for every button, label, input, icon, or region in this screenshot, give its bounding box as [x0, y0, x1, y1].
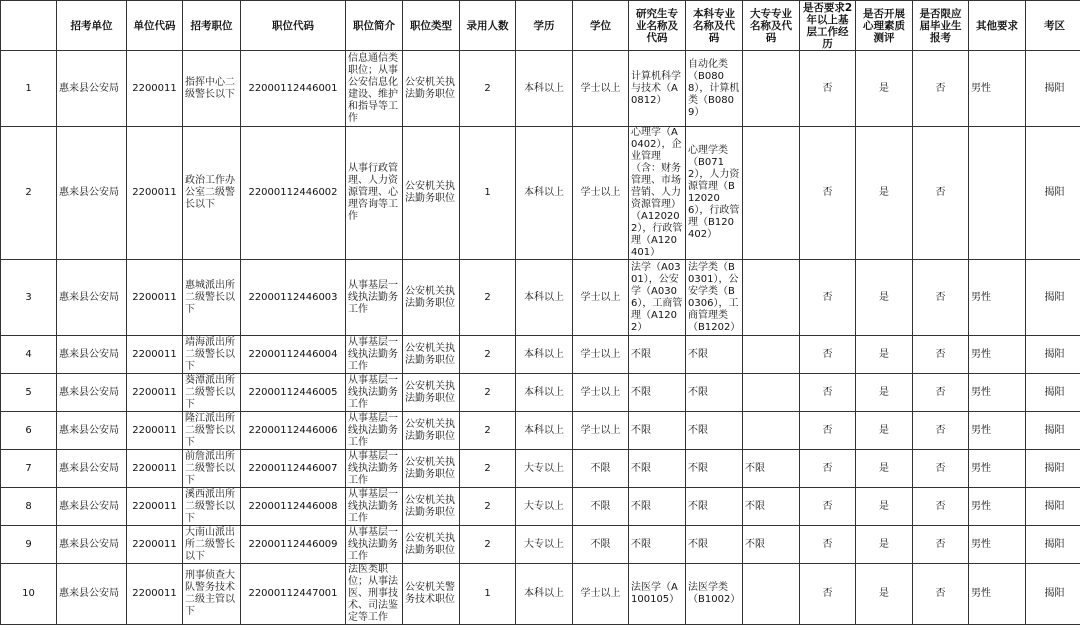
education-cell: 本科以上 [516, 564, 573, 625]
position-intro-cell: 法医类职位；从事法医、刑事技术、司法鉴定等工作 [346, 564, 403, 625]
position-type-cell: 公安机关执法勤务职位 [403, 450, 460, 488]
undergraduate-major-header: 本科专业名称及代码 [686, 1, 743, 51]
hire-count-cell: 2 [460, 336, 516, 374]
hire-count-cell: 2 [460, 526, 516, 564]
undergraduate-major-cell: 自动化类（B0808），计算机类（B0809） [686, 51, 743, 127]
position-name-cell: 前詹派出所二级警长以下 [183, 450, 241, 488]
exam-area-cell: 揭阳 [1026, 564, 1080, 625]
position-name-cell: 葵潭派出所二级警长以下 [183, 374, 241, 412]
exam-area-cell: 揭阳 [1026, 260, 1080, 336]
psych-test-cell: 是 [856, 260, 913, 336]
position-type-cell: 公安机关执法勤务职位 [403, 374, 460, 412]
psych-test-cell: 是 [856, 374, 913, 412]
unit-name-cell: 惠来县公安局 [57, 374, 127, 412]
grassroots-experience-cell: 否 [800, 450, 856, 488]
fresh-grad-only-cell: 否 [913, 374, 969, 412]
other-requirements-cell: 男性 [969, 374, 1026, 412]
degree-cell: 学士以上 [573, 374, 629, 412]
graduate-major-header: 研究生专业名称及代码 [629, 1, 686, 51]
unit-code-header: 单位代码 [127, 1, 183, 51]
undergraduate-major-cell: 不限 [686, 374, 743, 412]
unit-name-cell: 惠来县公安局 [57, 412, 127, 450]
unit-name-cell: 惠来县公安局 [57, 450, 127, 488]
unit-code-cell: 2200011 [127, 450, 183, 488]
other-requirements-cell: 男性 [969, 412, 1026, 450]
position-name-cell: 刑事侦查大队警务技术二级主管以下 [183, 564, 241, 625]
position-name-cell: 政治工作办公室二级警长以下 [183, 127, 241, 260]
position-intro-cell: 从事基层一线执法勤务工作 [346, 412, 403, 450]
hire-count-cell: 2 [460, 51, 516, 127]
unit-code-cell: 2200011 [127, 51, 183, 127]
position-intro-cell: 从事基层一线执法勤务工作 [346, 450, 403, 488]
graduate-major-cell: 不限 [629, 336, 686, 374]
fresh-grad-only-cell: 否 [913, 127, 969, 260]
position-code-cell: 22000112446008 [241, 488, 346, 526]
position-code-cell: 22000112446003 [241, 260, 346, 336]
education-cell: 本科以上 [516, 51, 573, 127]
graduate-major-cell: 不限 [629, 374, 686, 412]
position-intro-cell: 从事基层一线执法勤务工作 [346, 374, 403, 412]
row-number-cell: 2 [1, 127, 57, 260]
education-cell: 大专以上 [516, 488, 573, 526]
unit-name-cell: 惠来县公安局 [57, 336, 127, 374]
hire-count-cell: 2 [460, 488, 516, 526]
position-type-cell: 公安机关执法勤务职位 [403, 336, 460, 374]
position-code-cell: 22000112446009 [241, 526, 346, 564]
undergraduate-major-cell: 心理学类（B0712），人力资源管理（B120206），行政管理（B120402） [686, 127, 743, 260]
position-code-cell: 22000112446007 [241, 450, 346, 488]
table-row [1, 450, 1080, 488]
degree-cell: 不限 [573, 526, 629, 564]
unit-code-cell: 2200011 [127, 488, 183, 526]
position-intro-cell: 从事行政管理、人力资源管理、心理咨询等工作 [346, 127, 403, 260]
psych-test-cell: 是 [856, 412, 913, 450]
position-name-cell: 溪西派出所二级警长以下 [183, 488, 241, 526]
other-requirements-cell: 男性 [969, 51, 1026, 127]
education-cell: 本科以上 [516, 127, 573, 260]
table-row [1, 374, 1080, 412]
grassroots-experience-cell: 否 [800, 412, 856, 450]
position-type-cell: 公安机关执法勤务职位 [403, 526, 460, 564]
exam-area-cell: 揭阳 [1026, 412, 1080, 450]
education-cell: 大专以上 [516, 450, 573, 488]
exam-area-cell: 揭阳 [1026, 51, 1080, 127]
position-name-cell: 靖海派出所二级警长以下 [183, 336, 241, 374]
other-requirements-header: 其他要求 [969, 1, 1026, 51]
unit-code-cell: 2200011 [127, 412, 183, 450]
college-major-cell [743, 412, 800, 450]
row-number-cell: 7 [1, 450, 57, 488]
grassroots-experience-header: 是否要求2年以上基层工作经历 [800, 1, 856, 51]
position-type-cell: 公安机关执法勤务职位 [403, 260, 460, 336]
table-body [1, 51, 1080, 625]
unit-code-cell: 2200011 [127, 260, 183, 336]
row-number-cell: 5 [1, 374, 57, 412]
college-major-cell [743, 564, 800, 625]
table-row [1, 564, 1080, 625]
undergraduate-major-cell: 法学类（B0301），公安学类（B0306），工商管理类（B1202） [686, 260, 743, 336]
grassroots-experience-cell: 否 [800, 260, 856, 336]
psych-test-cell: 是 [856, 564, 913, 625]
table-row [1, 127, 1080, 260]
degree-cell: 不限 [573, 450, 629, 488]
position-code-cell: 22000112446002 [241, 127, 346, 260]
grassroots-experience-cell: 否 [800, 51, 856, 127]
education-cell: 本科以上 [516, 412, 573, 450]
other-requirements-cell: 男性 [969, 564, 1026, 625]
graduate-major-cell: 计算机科学与技术（A0812） [629, 51, 686, 127]
row-number-cell: 10 [1, 564, 57, 625]
college-major-cell [743, 260, 800, 336]
grassroots-experience-cell: 否 [800, 127, 856, 260]
exam-area-cell: 揭阳 [1026, 450, 1080, 488]
graduate-major-cell: 心理学（A0402），企业管理（含：财务管理、市场营销、人力资源管理）（A120202），行政管理（A120401） [629, 127, 686, 260]
position-type-header: 职位类型 [403, 1, 460, 51]
hire-count-header: 录用人数 [460, 1, 516, 51]
row-number-header [1, 1, 57, 51]
degree-cell: 学士以上 [573, 412, 629, 450]
position-name-cell: 惠城派出所二级警长以下 [183, 260, 241, 336]
position-intro-cell: 信息通信类职位；从事公安信息化建设、维护和指导等工作 [346, 51, 403, 127]
position-type-cell: 公安机关执法勤务职位 [403, 412, 460, 450]
header-row [1, 1, 1080, 51]
table-row [1, 412, 1080, 450]
undergraduate-major-cell: 不限 [686, 526, 743, 564]
table-row [1, 488, 1080, 526]
position-type-cell: 公安机关执法勤务职位 [403, 51, 460, 127]
unit-code-cell: 2200011 [127, 526, 183, 564]
table-row [1, 526, 1080, 564]
education-cell: 本科以上 [516, 260, 573, 336]
position-header: 招考职位 [183, 1, 241, 51]
unit-name-cell: 惠来县公安局 [57, 526, 127, 564]
exam-area-header: 考区 [1026, 1, 1080, 51]
unit-code-cell: 2200011 [127, 564, 183, 625]
hire-count-cell: 2 [460, 450, 516, 488]
college-major-cell [743, 374, 800, 412]
other-requirements-cell: 男性 [969, 488, 1026, 526]
position-type-cell: 公安机关执法勤务职位 [403, 127, 460, 260]
exam-area-cell: 揭阳 [1026, 336, 1080, 374]
degree-header: 学位 [573, 1, 629, 51]
row-number-cell: 4 [1, 336, 57, 374]
psych-test-cell: 是 [856, 526, 913, 564]
hire-count-cell: 2 [460, 412, 516, 450]
graduate-major-cell: 不限 [629, 450, 686, 488]
psych-test-cell: 是 [856, 336, 913, 374]
position-name-cell: 隆江派出所二级警长以下 [183, 412, 241, 450]
education-cell: 大专以上 [516, 526, 573, 564]
position-name-cell: 大南山派出所二级警长以下 [183, 526, 241, 564]
position-code-cell: 22000112446004 [241, 336, 346, 374]
education-header: 学历 [516, 1, 573, 51]
unit-code-cell: 2200011 [127, 127, 183, 260]
other-requirements-cell [969, 127, 1026, 260]
other-requirements-cell: 男性 [969, 450, 1026, 488]
grassroots-experience-cell: 否 [800, 374, 856, 412]
education-cell: 本科以上 [516, 374, 573, 412]
fresh-grad-only-header: 是否限应届毕业生报考 [913, 1, 969, 51]
other-requirements-cell: 男性 [969, 260, 1026, 336]
college-major-cell [743, 127, 800, 260]
hire-count-cell: 2 [460, 260, 516, 336]
education-cell: 本科以上 [516, 336, 573, 374]
other-requirements-cell: 男性 [969, 526, 1026, 564]
degree-cell: 不限 [573, 488, 629, 526]
exam-area-cell: 揭阳 [1026, 526, 1080, 564]
grassroots-experience-cell: 否 [800, 526, 856, 564]
exam-area-cell: 揭阳 [1026, 127, 1080, 260]
unit-code-cell: 2200011 [127, 374, 183, 412]
grassroots-experience-cell: 否 [800, 336, 856, 374]
graduate-major-cell: 不限 [629, 488, 686, 526]
position-code-cell: 22000112446001 [241, 51, 346, 127]
table-row [1, 51, 1080, 127]
position-intro-cell: 从事基层一线执法勤务工作 [346, 336, 403, 374]
exam-area-cell: 揭阳 [1026, 374, 1080, 412]
unit-name-cell: 惠来县公安局 [57, 564, 127, 625]
college-major-cell [743, 336, 800, 374]
psych-test-cell: 是 [856, 488, 913, 526]
row-number-cell: 9 [1, 526, 57, 564]
position-intro-cell: 从事基层一线执法勤务工作 [346, 488, 403, 526]
psych-test-cell: 是 [856, 450, 913, 488]
other-requirements-cell: 男性 [969, 336, 1026, 374]
row-number-cell: 3 [1, 260, 57, 336]
position-code-cell: 22000112447001 [241, 564, 346, 625]
graduate-major-cell: 不限 [629, 526, 686, 564]
position-code-cell: 22000112446006 [241, 412, 346, 450]
degree-cell: 学士以上 [573, 260, 629, 336]
college-major-header: 大专专业名称及代码 [743, 1, 800, 51]
position-intro-header: 职位简介 [346, 1, 403, 51]
row-number-cell: 1 [1, 51, 57, 127]
degree-cell: 学士以上 [573, 127, 629, 260]
fresh-grad-only-cell: 否 [913, 51, 969, 127]
unit-header: 招考单位 [57, 1, 127, 51]
fresh-grad-only-cell: 否 [913, 336, 969, 374]
college-major-cell: 不限 [743, 488, 800, 526]
undergraduate-major-cell: 不限 [686, 336, 743, 374]
fresh-grad-only-cell: 否 [913, 564, 969, 625]
table-row [1, 336, 1080, 374]
hire-count-cell: 1 [460, 564, 516, 625]
position-code-header: 职位代码 [241, 1, 346, 51]
college-major-cell [743, 51, 800, 127]
undergraduate-major-cell: 不限 [686, 450, 743, 488]
unit-name-cell: 惠来县公安局 [57, 127, 127, 260]
undergraduate-major-cell: 不限 [686, 412, 743, 450]
fresh-grad-only-cell: 否 [913, 412, 969, 450]
table-row [1, 260, 1080, 336]
unit-name-cell: 惠来县公安局 [57, 51, 127, 127]
college-major-cell: 不限 [743, 526, 800, 564]
psych-test-cell: 是 [856, 51, 913, 127]
position-name-cell: 指挥中心二级警长以下 [183, 51, 241, 127]
grassroots-experience-cell: 否 [800, 488, 856, 526]
row-number-cell: 8 [1, 488, 57, 526]
psych-test-header: 是否开展心理素质测评 [856, 1, 913, 51]
fresh-grad-only-cell: 否 [913, 488, 969, 526]
graduate-major-cell: 法学（A0301），公安学（A0306），工商管理（A1202） [629, 260, 686, 336]
fresh-grad-only-cell: 否 [913, 260, 969, 336]
unit-name-cell: 惠来县公安局 [57, 488, 127, 526]
grassroots-experience-cell: 否 [800, 564, 856, 625]
undergraduate-major-cell: 不限 [686, 488, 743, 526]
hire-count-cell: 2 [460, 374, 516, 412]
unit-code-cell: 2200011 [127, 336, 183, 374]
undergraduate-major-cell: 法医学类（B1002） [686, 564, 743, 625]
unit-name-cell: 惠来县公安局 [57, 260, 127, 336]
position-type-cell: 公安机关警务技术职位 [403, 564, 460, 625]
fresh-grad-only-cell: 否 [913, 526, 969, 564]
college-major-cell: 不限 [743, 450, 800, 488]
exam-area-cell: 揭阳 [1026, 488, 1080, 526]
fresh-grad-only-cell: 否 [913, 450, 969, 488]
psych-test-cell: 是 [856, 127, 913, 260]
graduate-major-cell: 法医学（A100105） [629, 564, 686, 625]
degree-cell: 学士以上 [573, 51, 629, 127]
degree-cell: 学士以上 [573, 564, 629, 625]
degree-cell: 学士以上 [573, 336, 629, 374]
row-number-cell: 6 [1, 412, 57, 450]
position-intro-cell: 从事基层一线执法勤务工作 [346, 526, 403, 564]
graduate-major-cell: 不限 [629, 412, 686, 450]
position-type-cell: 公安机关执法勤务职位 [403, 488, 460, 526]
position-code-cell: 22000112446005 [241, 374, 346, 412]
hire-count-cell: 1 [460, 127, 516, 260]
position-intro-cell: 从事基层一线执法勤务工作 [346, 260, 403, 336]
